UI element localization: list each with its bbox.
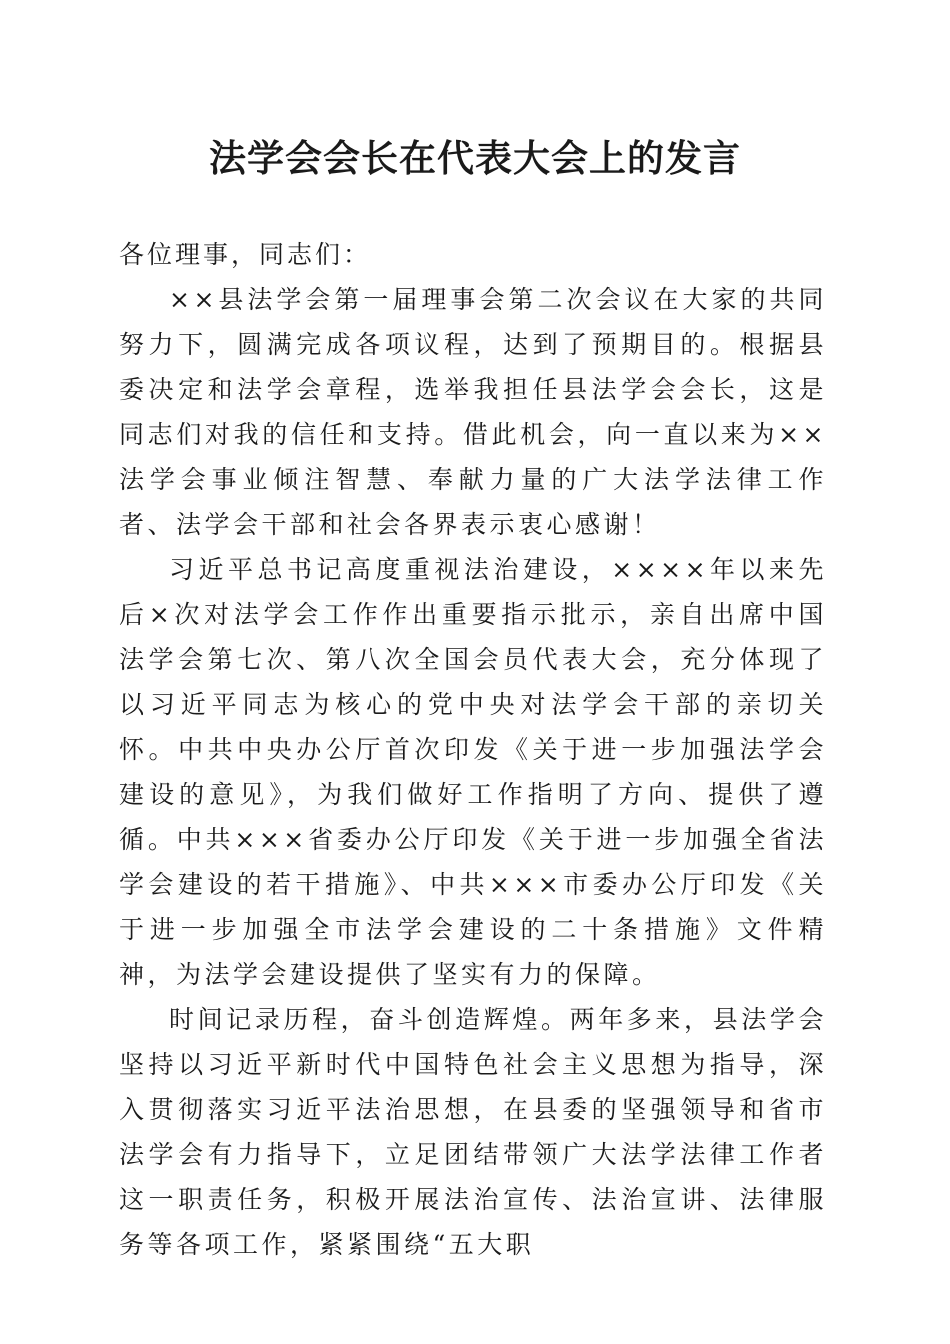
salutation: 各位理事，同志们： bbox=[119, 240, 372, 269]
paragraph-2: 习近平总书记高度重视法治建设，××××年以来先后×次对法学会工作作出重要指示批示，亲自出席中国法学会第七次、第八次全国会员代表大会，充分体现了以习近平同志为核心的党中央对法学会干部的亲切关怀。中共中央办公厅首次印发《关于进一步加强法学会建设的意见》，为我们做好工作指明了方向、提供了遵循。中共×××省委办公厅印发《关于进一步加强全省法学会建设的若干措施》、中共×××市委办公厅印发《关于进一步加强全市法学会建设的二十条措施》文件精神，为法学会建设提供了坚实有力的保障。 bbox=[119, 555, 827, 989]
paragraph-3: 时间记录历程，奋斗创造辉煌。两年多来，县法学会坚持以习近平新时代中国特色社会主义思想为指导，深入贯彻落实习近平法治思想，在县委的坚强领导和省市法学会有力指导下，立足团结带领广大法学法律工作者这一职责任务，积极开展法治宣传、法治宣讲、法律服务等各项工作，紧紧围绕“五大职 bbox=[119, 1005, 827, 1259]
document-title: 法学会会长在代表大会上的发言 bbox=[209, 136, 741, 180]
paragraph-1: ××县法学会第一届理事会第二次会议在大家的共同努力下，圆满完成各项议程，达到了预期目的。根据县委决定和法学会章程，选举我担任县法学会会长，这是同志们对我的信任和支持。借此机会，向一直以来为××法学会事业倾注智慧、奉献力量的广大法学法律工作者、法学会干部和社会各界表示衷心感谢！ bbox=[119, 285, 827, 539]
document-body bbox=[119, 232, 827, 1267]
